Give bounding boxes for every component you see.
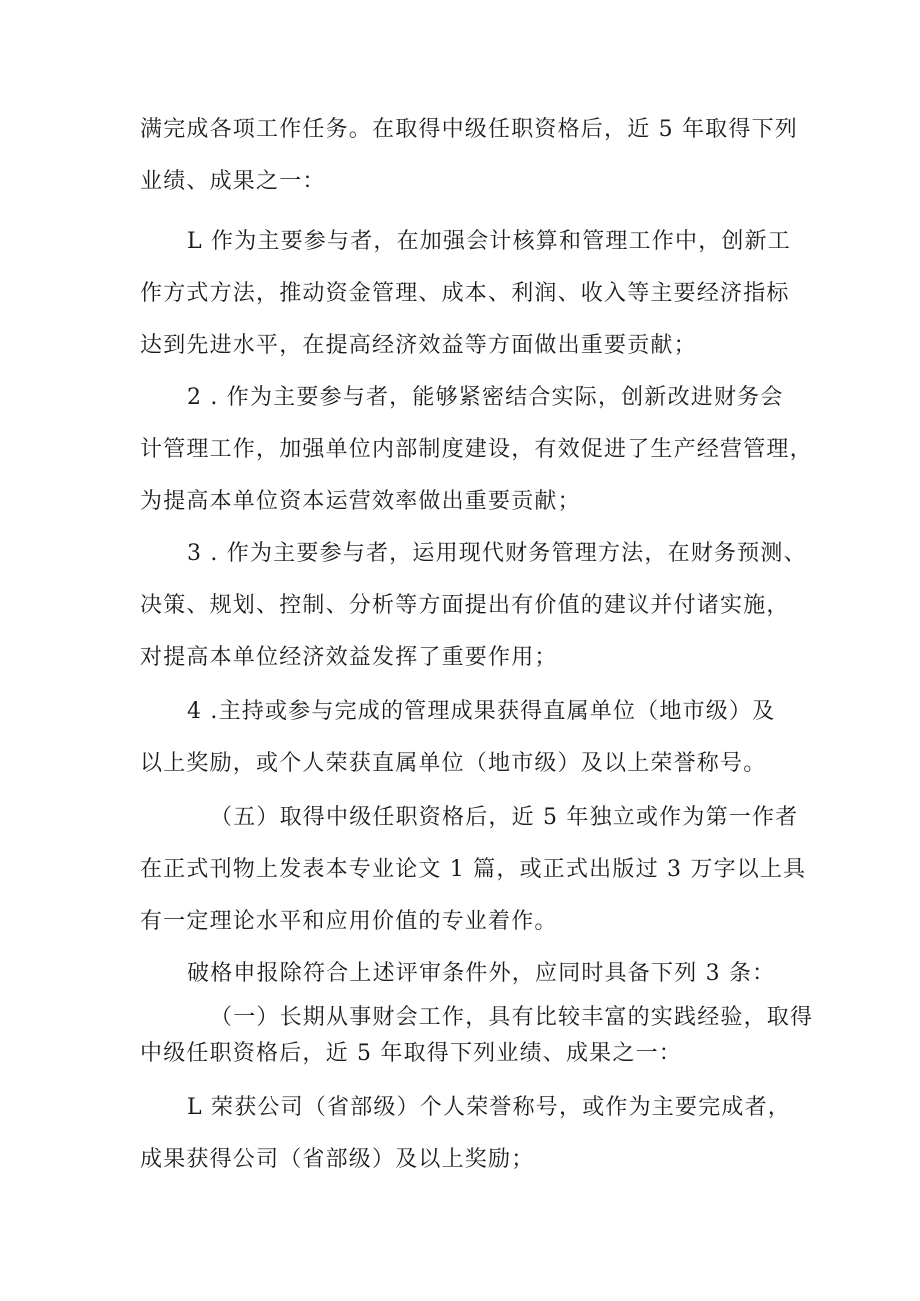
paragraph-section-5: [140, 792, 807, 948]
text-line: 在正式刊物上发表本专业论文 1 篇，或正式出版过 3 万字以上具: [140, 857, 807, 882]
text-line: 有一定理论水平和应用价值的专业着作。: [140, 909, 558, 934]
text-line: 以上奖励，或个人荣获直属单位（地市级）及以上荣誉称号。: [140, 751, 767, 776]
text-line: L 作为主要参与者，在加强会计核算和管理工作中，创新工: [187, 229, 792, 254]
text-line: 达到先进水平，在提高经济效益等方面做出重要贡献；: [140, 333, 697, 358]
paragraph-item-4: [140, 686, 785, 790]
text-line: 4 .主持或参与完成的管理成果获得直属单位（地市级）及: [187, 699, 776, 724]
text-line: 决策、规划、控制、分析等方面提出有价值的建议并付诸实施，: [140, 593, 790, 618]
text-line: L 荣获公司（省部级）个人荣誉称号，或作为主要完成者，: [187, 1095, 792, 1120]
text-line: （一）长期从事财会工作，具有比较丰富的实践经验，取得: [210, 1005, 814, 1030]
text-line: 业绩、成果之一：: [140, 169, 326, 194]
text-line: 对提高本单位经济效益发挥了重要作用；: [140, 645, 558, 670]
paragraph-item-1: [140, 216, 792, 372]
text-line: 作方式方法，推动资金管理、成本、利润、收入等主要经济指标: [140, 281, 790, 306]
paragraph-exception-intro: [140, 948, 785, 1000]
paragraph-item-2: [140, 372, 813, 528]
text-line: 为提高本单位资本运营效率做出重要贡献；: [140, 489, 581, 514]
paragraph-continuation: [140, 104, 798, 208]
text-line: 中级任职资格后，近 5 年取得下列业绩、成果之一：: [140, 1041, 682, 1066]
text-line: （五）取得中级任职资格后，近 5 年独立或作为第一作者: [210, 805, 799, 830]
paragraph-exception-item-1: [140, 1082, 792, 1186]
text-line: 成果获得公司（省部级）及以上奖励；: [140, 1147, 535, 1172]
text-line: 2 . 作为主要参与者，能够紧密结合实际，创新改进财务会: [187, 385, 784, 410]
paragraph-exception-1: [140, 1000, 814, 1072]
paragraph-item-3: [140, 528, 807, 684]
text-line: 计管理工作，加强单位内部制度建设，有效促进了生产经营管理，: [140, 437, 813, 462]
text-line: 满完成各项工作任务。在取得中级任职资格后，近 5 年取得下列: [140, 117, 798, 142]
text-line: 破格申报除符合上述评审条件外，应同时具备下列 3 条：: [187, 961, 776, 986]
text-line: 3 . 作为主要参与者，运用现代财务管理方法，在财务预测、: [187, 541, 807, 566]
